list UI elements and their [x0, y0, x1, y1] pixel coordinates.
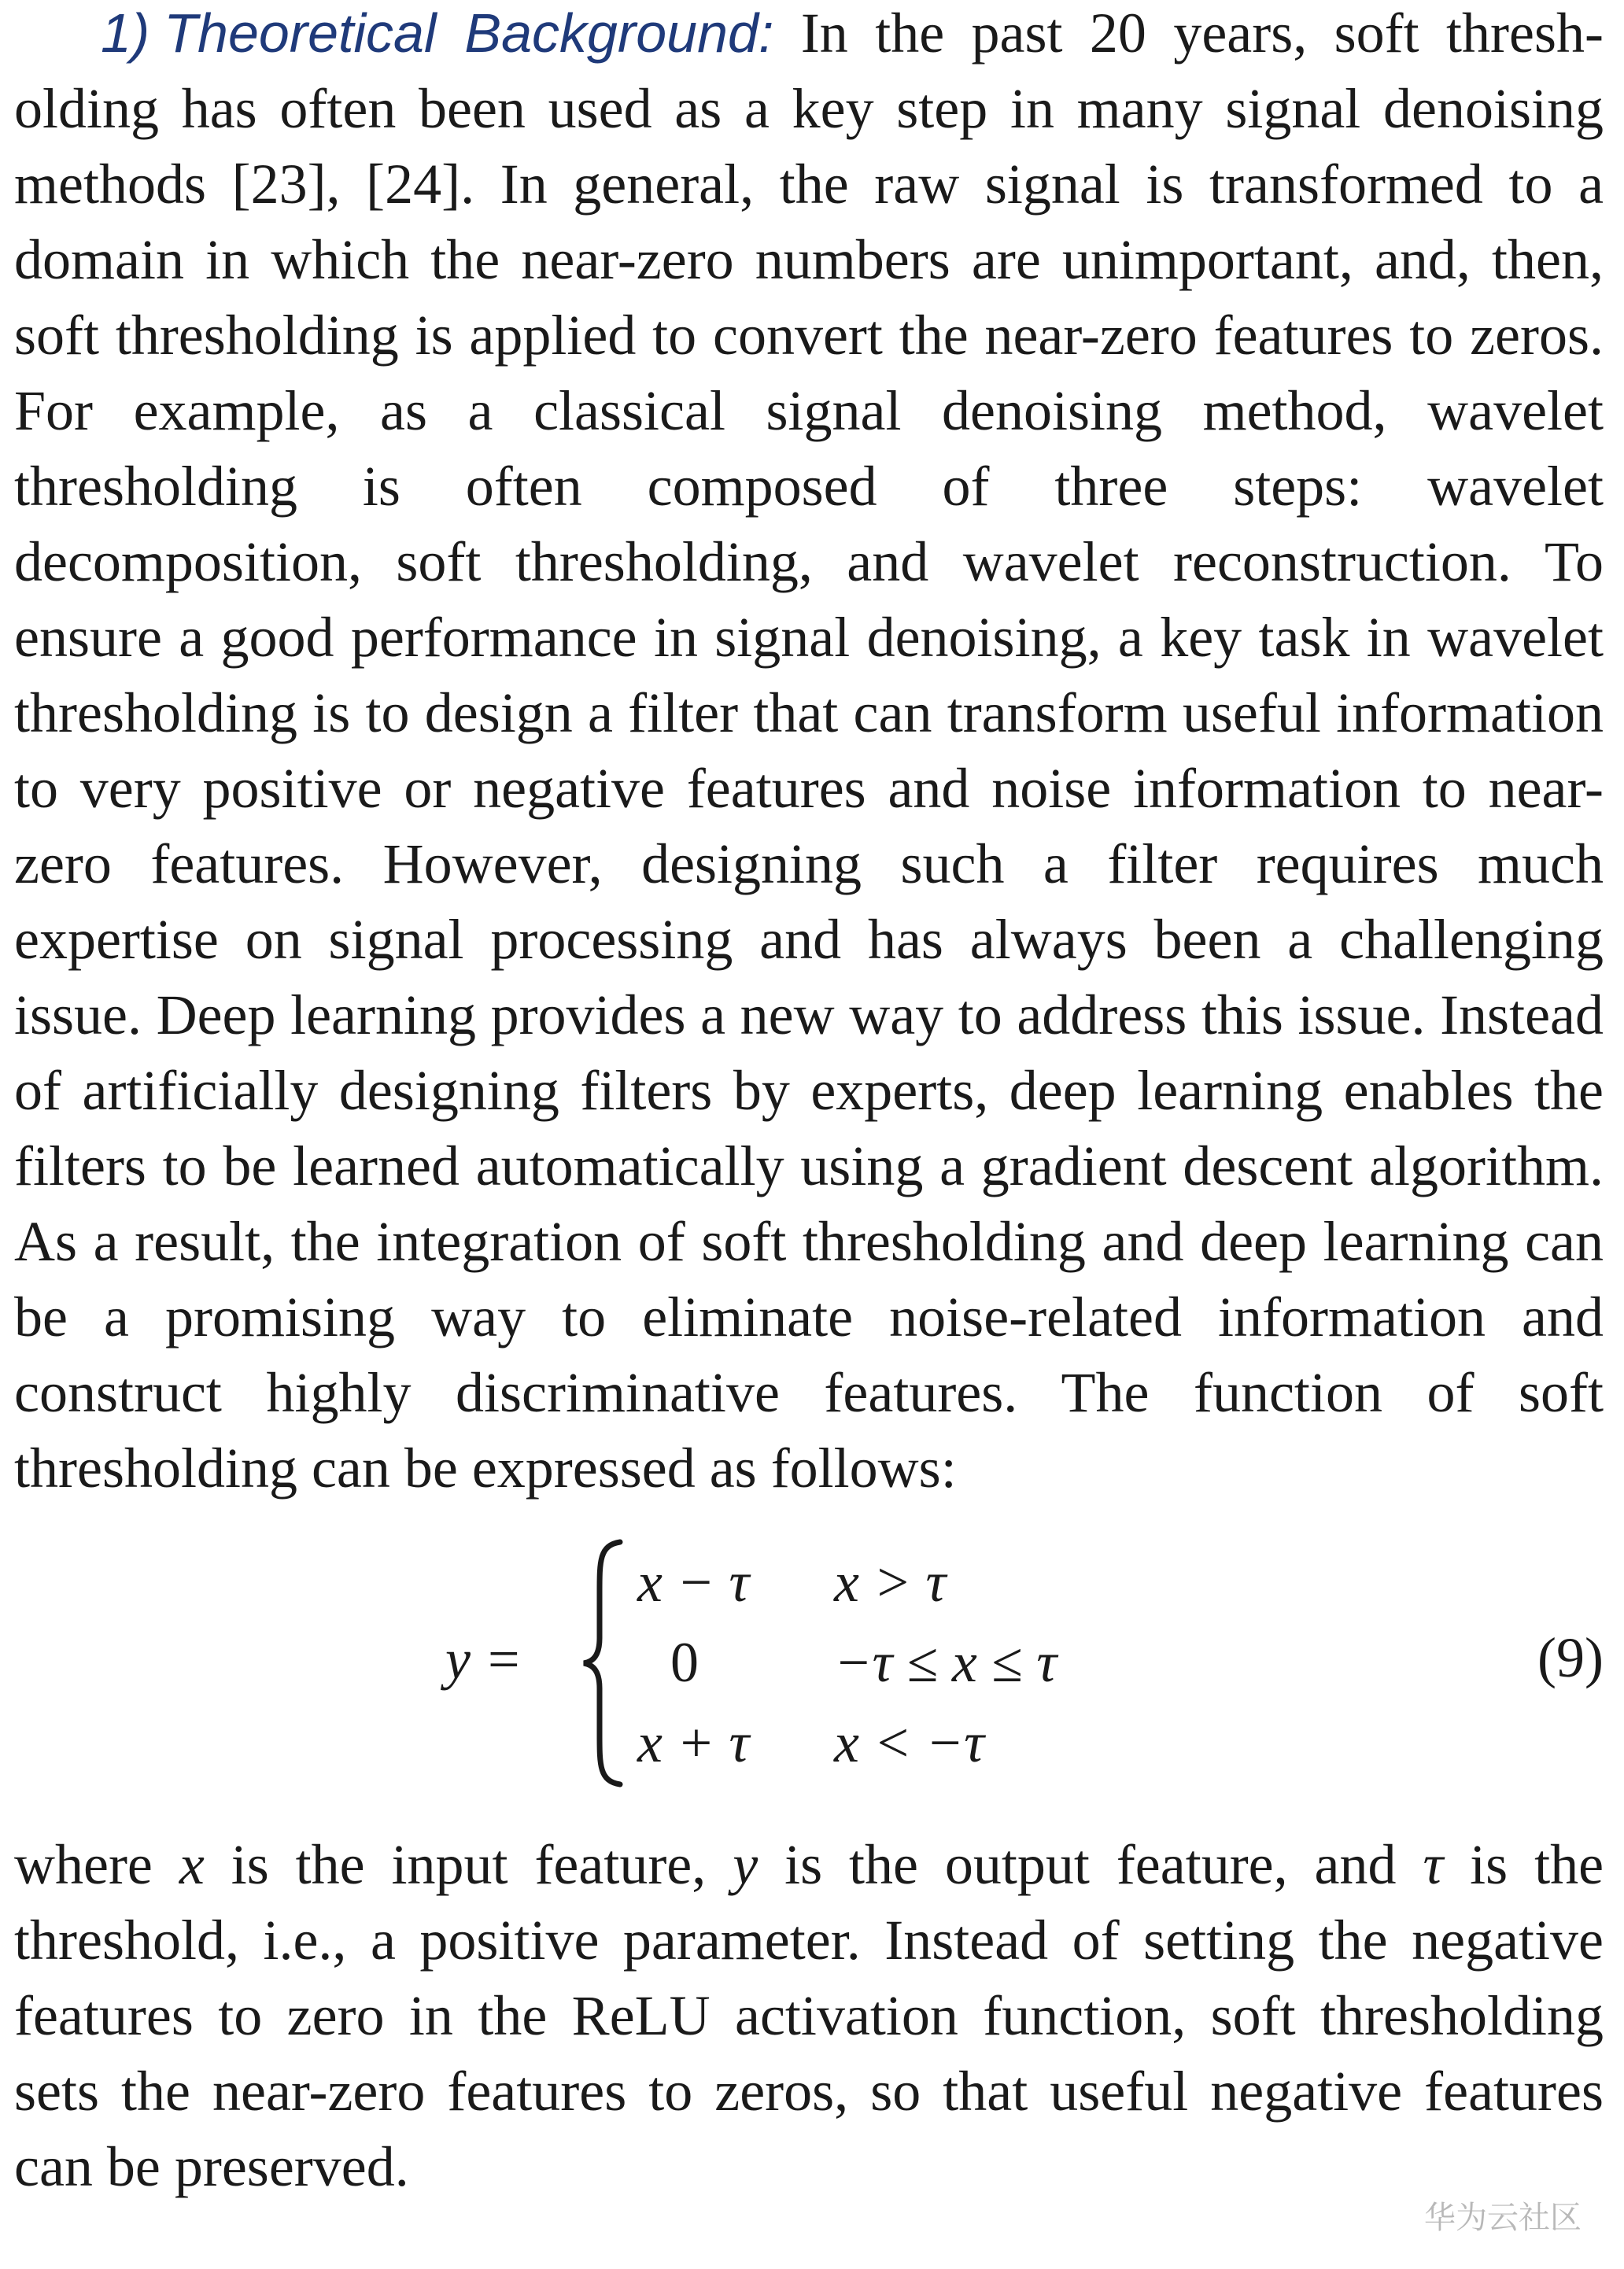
- math-variable-tau: τ: [1423, 1833, 1444, 1896]
- equals-sign: =: [487, 1628, 520, 1691]
- citation-refs: [23], [24].: [231, 153, 475, 216]
- section-title: Theoretical Background:: [164, 2, 774, 64]
- paragraph-text: is the input feature,: [231, 1833, 707, 1896]
- paragraph-text: In the past 20 years, soft thresholding has often been used as a key step in many signal denoising methods: [14, 2, 1604, 216]
- paragraph-text: In general, the raw signal is transformed to a domain in which the near-zero numbers are unimportant, and, then, soft thresholding is applied to convert the near-zero features to zeros. For example, as a classical signal denoising method, wavelet thresholding is often composed of three steps: wavelet decomposition, soft thresholding, and wavelet reconstruction. To ensure a good performance in signal denoising, a key task in wavelet thresholding is to design a filter that can transform useful information to very positive or negative features and noise information to near-zero features. However, designing such a filter requires much expertise on signal processing and has always been a challenging issue. Deep learning provides a new way to address this issue. Instead of artificially designing filters by experts, deep learning enables the filters to be learned automatically using a gradient descent algorithm. As a result, the integration of soft thresholding and deep learning can be a promising way to eliminate noise-related information and construct highly discriminative features. The function of soft thresholding can be expressed as follows:: [14, 153, 1604, 1500]
- case-condition: −τ ≤ x ≤ τ: [834, 1631, 1057, 1694]
- section-number: 1): [101, 2, 150, 64]
- equation-output-variable: y: [445, 1628, 471, 1691]
- case-expression: 0: [670, 1631, 699, 1694]
- paragraph-definitions: [14, 1827, 1604, 2204]
- paragraph-text: where: [14, 1833, 153, 1896]
- case-condition: x < −τ: [834, 1711, 984, 1774]
- equation-number: (9): [1537, 1626, 1604, 1689]
- math-variable-x: x: [179, 1833, 205, 1896]
- left-brace-icon: [579, 1537, 626, 1789]
- watermark: 华为云社区: [1424, 2200, 1582, 2236]
- section-heading: [14, 2, 773, 64]
- paragraph-text: is the output feature, and: [784, 1833, 1397, 1896]
- paper-page: [14, 0, 1604, 2204]
- paragraph-theoretical-background: [14, 0, 1604, 1506]
- case-expression: x − τ: [637, 1551, 750, 1614]
- math-variable-y: y: [733, 1833, 758, 1896]
- equation-lhs: [445, 1627, 520, 1692]
- case-condition: x > τ: [834, 1551, 947, 1614]
- case-expression: x + τ: [637, 1711, 750, 1774]
- paragraph-text: is the threshold, i.e., a positive parameter. Instead of setting the negative features to zero in the ReLU activation function, soft thresholding sets the near-zero features to zeros, so that useful negative features can be preserved.: [14, 1833, 1604, 2198]
- equation-soft-thresholding: [14, 1547, 1604, 1783]
